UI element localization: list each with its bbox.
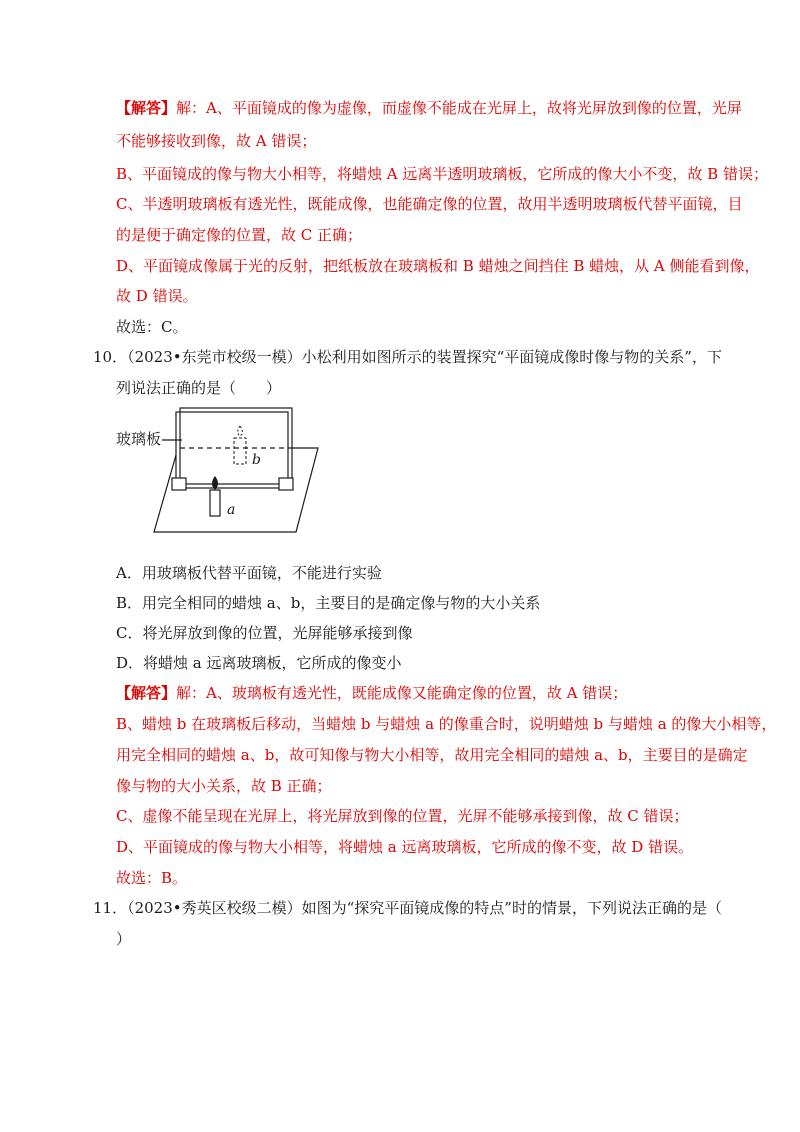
answer-tag: 【解答】 bbox=[116, 684, 177, 702]
answer10-line4: 像与物的大小关系，故 B 正确； bbox=[116, 777, 332, 795]
answer10-line5: C、虚像不能呈现在光屏上，将光屏放到像的位置，光屏不能够承接到像，故 C 错误； bbox=[116, 807, 689, 825]
glass-plate-label: 玻璃板 bbox=[116, 430, 162, 448]
candle-b-label: b bbox=[252, 452, 261, 468]
option-b: B．用完全相同的蜡烛 a、b，主要目的是确定像与物的大小关系 bbox=[116, 594, 541, 612]
option-c: C．将光屏放到像的位置，光屏能够承接到像 bbox=[116, 624, 413, 642]
answer9-line6: D、平面镜成像属于光的反射，把纸板放在玻璃板和 B 蜡烛之间挡住 B 蜡烛，从 A 侧能看到像， bbox=[116, 257, 760, 275]
candle-a bbox=[210, 490, 220, 516]
candle-a-label: a bbox=[227, 502, 236, 518]
answer10-line1 bbox=[116, 683, 627, 703]
answer-text: 解：A、玻璃板有透光性，既能成像又能确定像的位置，故 A 错误； bbox=[176, 684, 628, 702]
right-support bbox=[279, 478, 293, 490]
answer9-choice: 故选：C。 bbox=[116, 318, 188, 336]
left-support bbox=[172, 478, 186, 490]
answer10-line2: B、蜡烛 b 在玻璃板后移动，当蜡烛 b 与蜡烛 a 的像重合时，说明蜡烛 b 与蜡烛 a 的像大小相等， bbox=[116, 715, 777, 733]
answer10-line3: 用完全相同的蜡烛 a、b，故可知像与物大小相等，故用完全相同的蜡烛 a、b，主要目的是确定 bbox=[116, 746, 748, 764]
question11-stem-line1: 11．（2023•秀英区校级二模）如图为“探究平面镜成像的特点”时的情景，下列说法正确的是（ bbox=[93, 899, 722, 917]
answer9-line7: 故 D 错误。 bbox=[116, 287, 198, 305]
answer-tag: 【解答】 bbox=[116, 99, 177, 117]
answer9-line3: B、平面镜成的像与物大小相等，将蜡烛 A 远离半透明玻璃板，它所成的像大小不变，故 B 错误； bbox=[116, 165, 768, 183]
question10-stem-line1: 10．（2023•东莞市校级一模）小松利用如图所示的装置探究“平面镜成像时像与物的关系”，下 bbox=[93, 348, 722, 366]
question10-stem-line2: 列说法正确的是（ ） bbox=[116, 379, 282, 397]
answer-text: 解：A、平面镜成的像为虚像，而虚像不能成在光屏上，故将光屏放到像的位置，光屏 bbox=[176, 99, 742, 117]
answer9-line5: 的是便于确定像的位置，故 C 正确； bbox=[116, 226, 363, 244]
question11-stem-line2: ） bbox=[116, 930, 132, 948]
answer9-line4: C、半透明玻璃板有透光性，既能成像，也能确定像的位置，故用半透明玻璃板代替平面镜，目 bbox=[116, 195, 743, 213]
experiment-figure bbox=[116, 404, 336, 540]
answer10-choice: 故选：B。 bbox=[116, 869, 188, 887]
answer9-line1 bbox=[116, 98, 742, 118]
answer10-line6: D、平面镜成的像与物大小相等，将蜡烛 a 远离玻璃板，它所成的像不变，故 D 错误。 bbox=[116, 838, 694, 856]
answer9-line2: 不能够接收到像，故 A 错误； bbox=[116, 132, 317, 150]
glass-plate-back bbox=[176, 412, 288, 488]
option-d: D．将蜡烛 a 远离玻璃板，它所成的像变小 bbox=[116, 654, 402, 672]
option-a: A．用玻璃板代替平面镜，不能进行实验 bbox=[116, 564, 382, 582]
